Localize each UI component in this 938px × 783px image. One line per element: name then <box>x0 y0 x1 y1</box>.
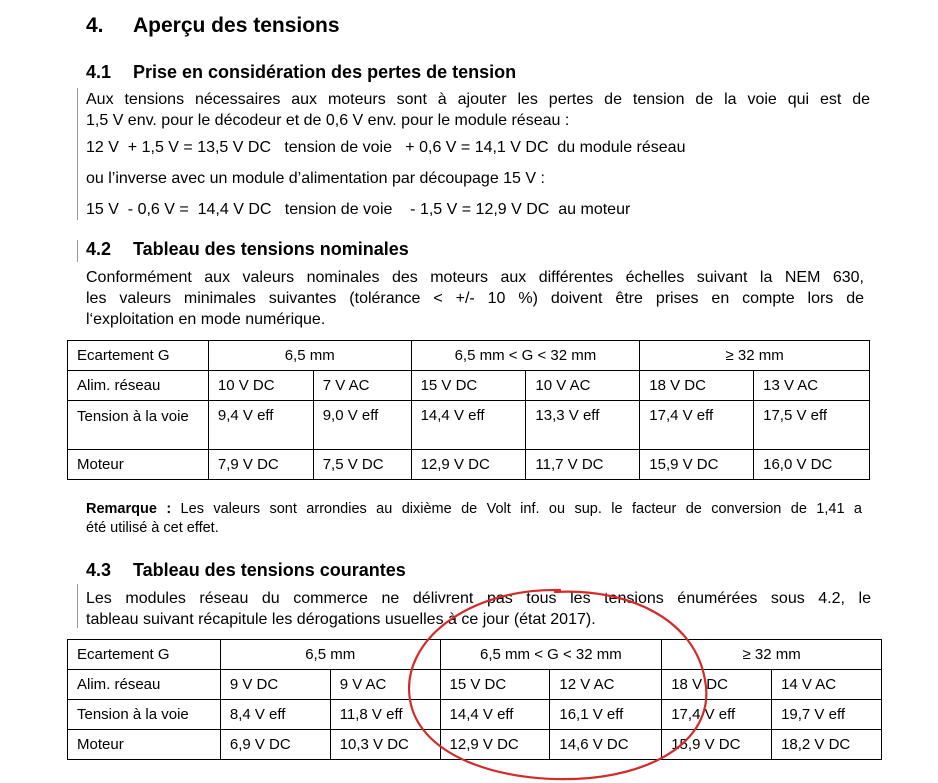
table-cell: 7 V AC <box>313 371 411 401</box>
table-cell: 9 V AC <box>330 670 440 700</box>
table-row-label: Alim. réseau <box>68 371 209 401</box>
table-cell: 17,5 V eff <box>754 401 870 450</box>
table-cell: 14 V AC <box>772 670 882 700</box>
table-header-cell: 6,5 mm <box>220 640 440 670</box>
table-cell: 15,9 V DC <box>640 450 754 480</box>
subsection-title: Tableau des tensions courantes <box>133 560 406 580</box>
table-row-label: Tension à la voie <box>68 700 221 730</box>
table-cell: 14,4 V eff <box>411 401 526 450</box>
table-cell: 13 V AC <box>754 371 870 401</box>
table-cell: 9,4 V eff <box>208 401 313 450</box>
subsection-number: 4.3 <box>86 560 112 580</box>
remark-label: Remarque : <box>86 501 172 517</box>
table-header-cell: ≥ 32 mm <box>640 341 870 371</box>
paragraph-line: tableau suivant récapitule les dérogations usuelles à ce jour (état 2017). <box>86 611 596 628</box>
formula-line: 12 V + 1,5 V = 13,5 V DC tension de voie + 0,6 V = 14,1 V DC du module réseau <box>86 139 686 156</box>
table-cell: 10 V AC <box>526 371 640 401</box>
table-cell: 18 V DC <box>662 670 772 700</box>
table-cell: 11,7 V DC <box>526 450 640 480</box>
table-cell: 6,9 V DC <box>220 730 330 760</box>
table-header-cell: 6,5 mm < G < 32 mm <box>440 640 662 670</box>
table-cell: 19,7 V eff <box>772 700 882 730</box>
table-cell: 17,4 V eff <box>662 700 772 730</box>
remark-text: Les valeurs sont arrondies au dixième de Volt inf. ou sup. le facteur de conversion de 1,41 a <box>171 501 862 517</box>
table-cell: 10 V DC <box>208 371 313 401</box>
table-cell: 18 V DC <box>640 371 754 401</box>
paragraph-line: Les modules réseau du commerce ne délivrent pas tous les tensions énumérées sous 4.2, le <box>86 590 871 607</box>
table-row-label: Moteur <box>68 730 221 760</box>
table-cell: 8,4 V eff <box>220 700 330 730</box>
subsection-title: Prise en considération des pertes de tension <box>133 62 517 82</box>
table-header-cell: ≥ 32 mm <box>662 640 882 670</box>
section-number: 4. <box>86 14 104 37</box>
subsection-number: 4.2 <box>86 239 112 259</box>
table-cell: 11,8 V eff <box>330 700 440 730</box>
table-cell: 17,4 V eff <box>640 401 754 450</box>
paragraph-line: les valeurs minimales suivantes (tolérance < +/- 10 %) doivent être prises en compte lors de <box>86 290 864 307</box>
red-ellipse-annotation <box>409 590 706 779</box>
table-header-cell: 6,5 mm <box>208 341 411 371</box>
table-cell: 12 V AC <box>550 670 662 700</box>
table-header-cell: 6,5 mm < G < 32 mm <box>411 341 640 371</box>
table-header-cell: Ecartement G <box>68 341 209 371</box>
table-cell: 14,4 V eff <box>440 700 550 730</box>
formula-line: 15 V - 0,6 V = 14,4 V DC tension de voie - 1,5 V = 12,9 V DC au moteur <box>86 201 631 218</box>
table-cell: 16,1 V eff <box>550 700 662 730</box>
paragraph-line: 1,5 V env. pour le décodeur et de 0,6 V env. pour le module réseau : <box>86 112 570 129</box>
table-cell: 12,9 V DC <box>440 730 550 760</box>
remark-text: été utilisé à cet effet. <box>86 520 219 536</box>
table-cell: 9 V DC <box>220 670 330 700</box>
table-cell: 18,2 V DC <box>772 730 882 760</box>
paragraph-line: l‘exploitation en mode numérique. <box>86 311 326 328</box>
subsection-title: Tableau des tensions nominales <box>133 239 409 259</box>
paragraph-line: ou l’inverse avec un module d’alimentation par découpage 15 V : <box>86 170 545 187</box>
table-row-label: Tension à la voie <box>68 401 209 450</box>
table-cell: 13,3 V eff <box>526 401 640 450</box>
table-cell: 9,0 V eff <box>313 401 411 450</box>
table-header-cell: Ecartement G <box>68 640 221 670</box>
table-row-label: Moteur <box>68 450 209 480</box>
table-cell: 7,9 V DC <box>208 450 313 480</box>
table-cell: 10,3 V DC <box>330 730 440 760</box>
table-cell: 15 V DC <box>440 670 550 700</box>
table-cell: 12,9 V DC <box>411 450 526 480</box>
paragraph-line: Conformément aux valeurs nominales des moteurs aux différentes échelles suivant la NEM 630, <box>86 269 864 286</box>
table-cell: 16,0 V DC <box>754 450 870 480</box>
section-title: Aperçu des tensions <box>133 14 340 37</box>
table-cell: 7,5 V DC <box>313 450 411 480</box>
table-cell: 15 V DC <box>411 371 526 401</box>
subsection-number: 4.1 <box>86 62 112 82</box>
table-row-label: Alim. réseau <box>68 670 221 700</box>
table-cell: 14,6 V DC <box>550 730 662 760</box>
paragraph-line: Aux tensions nécessaires aux moteurs sont à ajouter les pertes de tension de la voie qui est de <box>86 91 870 108</box>
table-cell: 15,9 V DC <box>662 730 772 760</box>
